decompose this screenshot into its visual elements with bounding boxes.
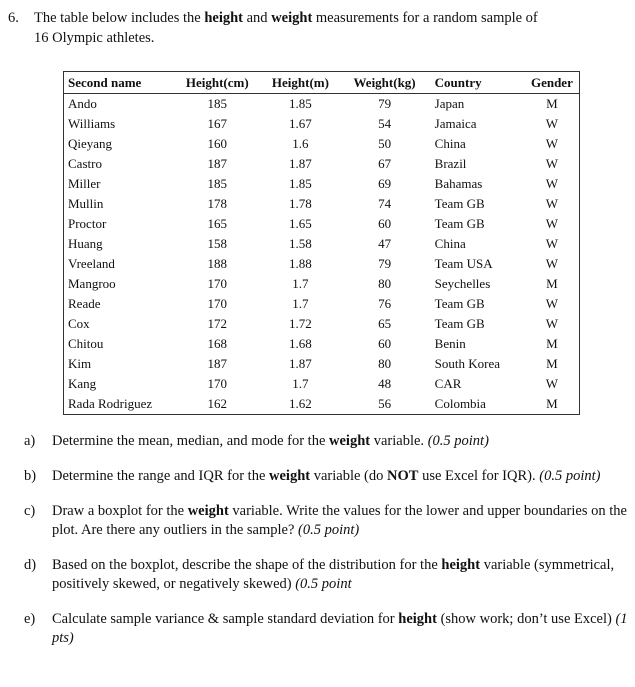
part-e-bold: height (398, 611, 437, 627)
cell-gender: W (545, 236, 559, 251)
question-parts (24, 432, 632, 664)
table-body (64, 94, 579, 415)
part-c-bold: weight (187, 503, 229, 519)
table-row (64, 294, 579, 314)
part-c-text (52, 502, 632, 540)
cell-second-name: Miller (68, 176, 101, 191)
cell-second-name: Proctor (68, 216, 107, 231)
table-row (64, 394, 579, 414)
cell-weight-kg: 79 (378, 96, 392, 111)
table-row (64, 254, 579, 274)
question-number: 6. (8, 10, 19, 26)
part-d-bold: height (441, 557, 481, 573)
cell-height-cm: 187 (207, 356, 228, 371)
part-d-t1: Based on the boxplot, describe the shape of the distribution for the (52, 557, 442, 573)
cell-height-cm: 185 (207, 176, 228, 191)
part-c-points: (0.5 point) (298, 522, 360, 538)
part-e-t2: (show work; don’t use Excel) (436, 611, 616, 627)
cell-height-cm: 170 (207, 376, 228, 391)
cell-country: Brazil (434, 156, 467, 171)
cell-second-name: Castro (68, 156, 102, 171)
cell-country: Team USA (434, 256, 493, 271)
cell-country: Seychelles (434, 276, 491, 291)
cell-country: Japan (434, 96, 465, 111)
part-a-bold: weight (329, 433, 371, 449)
part-b-points: (0.5 point) (539, 468, 601, 484)
cell-weight-kg: 60 (378, 216, 392, 231)
table-row (64, 194, 579, 214)
header-country: Country (434, 75, 482, 90)
cell-gender: M (546, 336, 558, 351)
part-c-t1: Draw a boxplot for the (52, 503, 188, 519)
part-e-t1: Calculate sample variance & sample standard deviation for (52, 611, 399, 627)
table-header (64, 72, 579, 94)
cell-weight-kg: 69 (378, 176, 392, 191)
cell-height-m: 1.62 (289, 396, 312, 411)
cell-height-cm: 167 (207, 116, 228, 131)
cell-country: Team GB (434, 196, 485, 211)
cell-gender: W (545, 216, 559, 231)
part-d-t2: variable (symmetrical, positively skewed, or negatively skewed) (52, 557, 615, 592)
header-weight-kg: Weight(kg) (353, 75, 416, 90)
cell-height-m: 1.87 (289, 356, 312, 371)
cell-second-name: Mullin (68, 196, 104, 211)
cell-second-name: Kang (68, 376, 97, 391)
table-row (64, 94, 579, 115)
cell-second-name: Ando (68, 96, 97, 111)
cell-height-m: 1.88 (289, 256, 312, 271)
cell-height-m: 1.7 (292, 276, 309, 291)
header-height-m: Height(m) (271, 75, 329, 90)
part-d-points: (0.5 point (295, 576, 352, 592)
cell-gender: W (545, 296, 559, 311)
cell-height-cm: 185 (207, 96, 228, 111)
part-c-t2: variable. Write the values for the lower and upper boundaries on the plot. Are there any outliers in the sample? (52, 503, 627, 538)
part-b-t3: use Excel for IQR). (418, 468, 540, 484)
intro-bold-weight: weight (271, 10, 313, 26)
table-row (64, 214, 579, 234)
cell-gender: M (546, 276, 558, 291)
cell-second-name: Kim (68, 356, 92, 371)
part-b (24, 467, 632, 486)
cell-gender: M (546, 96, 558, 111)
part-b-text (52, 467, 632, 486)
cell-gender: W (545, 176, 559, 191)
part-a-t2: variable. (370, 433, 428, 449)
cell-second-name: Rada Rodriguez (68, 396, 153, 411)
cell-weight-kg: 47 (378, 236, 392, 251)
cell-weight-kg: 56 (378, 396, 392, 411)
cell-height-cm: 170 (207, 296, 228, 311)
part-d-text (52, 556, 632, 594)
cell-height-cm: 160 (207, 136, 228, 151)
cell-height-cm: 168 (207, 336, 228, 351)
intro-bold-height: height (204, 10, 243, 26)
question-intro (8, 8, 628, 48)
cell-country: China (434, 136, 466, 151)
header-row (64, 72, 579, 94)
cell-second-name: Chitou (68, 336, 104, 351)
intro-text-2: and (243, 10, 272, 26)
part-a-points: (0.5 point) (427, 433, 489, 449)
cell-gender: W (545, 316, 559, 331)
part-b-label: b) (24, 468, 37, 484)
header-gender: Gender (530, 75, 573, 90)
table-row (64, 154, 579, 174)
part-d-label: d) (24, 557, 37, 573)
part-b-bold-weight: weight (269, 468, 311, 484)
cell-country: Jamaica (434, 116, 477, 131)
cell-height-m: 1.85 (289, 96, 312, 111)
table-row (64, 134, 579, 154)
cell-height-m: 1.72 (289, 316, 312, 331)
cell-gender: M (546, 356, 558, 371)
cell-height-cm: 162 (207, 396, 228, 411)
cell-second-name: Cox (68, 316, 90, 331)
cell-second-name: Qieyang (68, 136, 113, 151)
part-a (24, 432, 632, 451)
part-a-t1: Determine the mean, median, and mode for the (52, 433, 330, 449)
cell-weight-kg: 76 (378, 296, 392, 311)
table-row (64, 114, 579, 134)
part-b-bold-not: NOT (387, 468, 419, 484)
cell-gender: W (545, 136, 559, 151)
cell-country: Benin (434, 336, 466, 351)
cell-height-cm: 165 (207, 216, 228, 231)
athletes-table (64, 72, 579, 414)
cell-height-m: 1.65 (289, 216, 312, 231)
cell-height-m: 1.78 (289, 196, 312, 211)
part-a-text (52, 432, 632, 451)
intro-line-2: 16 Olympic athletes. (34, 30, 155, 46)
cell-weight-kg: 67 (378, 156, 392, 171)
cell-height-m: 1.85 (289, 176, 312, 191)
table-row (64, 234, 579, 254)
cell-height-m: 1.58 (289, 236, 312, 251)
cell-country: China (434, 236, 466, 251)
cell-weight-kg: 50 (378, 136, 392, 151)
cell-country: Team GB (434, 316, 485, 331)
cell-height-m: 1.67 (289, 116, 312, 131)
cell-gender: W (545, 116, 559, 131)
cell-second-name: Vreeland (68, 256, 115, 271)
intro-text-1: The table below includes the (34, 10, 205, 26)
cell-second-name: Williams (68, 116, 116, 131)
cell-country: Team GB (434, 296, 485, 311)
cell-height-m: 1.87 (289, 156, 312, 171)
cell-second-name: Reade (68, 296, 101, 311)
cell-gender: M (546, 396, 558, 411)
cell-gender: W (545, 256, 559, 271)
cell-height-m: 1.7 (292, 376, 309, 391)
part-c-label: c) (24, 503, 36, 519)
header-second-name: Second name (68, 75, 142, 90)
header-height-cm: Height(cm) (185, 75, 249, 90)
cell-height-cm: 188 (207, 256, 228, 271)
part-d (24, 556, 632, 594)
cell-weight-kg: 80 (378, 356, 392, 371)
cell-weight-kg: 60 (378, 336, 392, 351)
cell-gender: W (545, 376, 559, 391)
table-row (64, 174, 579, 194)
cell-gender: W (545, 156, 559, 171)
table-row (64, 274, 579, 294)
question-line-1 (8, 8, 628, 28)
cell-height-m: 1.68 (289, 336, 312, 351)
part-a-label: a) (24, 433, 36, 449)
cell-country: Bahamas (434, 176, 483, 191)
cell-country: Colombia (434, 396, 486, 411)
cell-height-m: 1.7 (292, 296, 309, 311)
table-row (64, 374, 579, 394)
part-b-t2: variable (do (310, 468, 388, 484)
cell-weight-kg: 54 (378, 116, 392, 131)
cell-weight-kg: 65 (378, 316, 392, 331)
cell-country: Team GB (434, 216, 485, 231)
cell-height-cm: 178 (207, 196, 228, 211)
part-e-text (52, 610, 632, 648)
cell-weight-kg: 48 (378, 376, 392, 391)
intro-text-3: measurements for a random sample of (312, 10, 538, 26)
cell-weight-kg: 80 (378, 276, 392, 291)
cell-weight-kg: 79 (378, 256, 392, 271)
part-e (24, 610, 632, 648)
cell-second-name: Mangroo (68, 276, 116, 291)
cell-height-m: 1.6 (292, 136, 309, 151)
cell-weight-kg: 74 (378, 196, 392, 211)
part-e-points: (1 pts) (52, 611, 628, 646)
cell-country: CAR (434, 376, 462, 391)
part-c (24, 502, 632, 540)
part-b-t1: Determine the range and IQR for the (52, 468, 270, 484)
cell-height-cm: 172 (207, 316, 228, 331)
cell-country: South Korea (434, 356, 501, 371)
cell-second-name: Huang (68, 236, 103, 251)
part-e-label: e) (24, 611, 36, 627)
cell-gender: W (545, 196, 559, 211)
table-row (64, 334, 579, 354)
cell-height-cm: 170 (207, 276, 228, 291)
table-row (64, 354, 579, 374)
cell-height-cm: 158 (207, 236, 228, 251)
table-row (64, 314, 579, 334)
cell-height-cm: 187 (207, 156, 228, 171)
